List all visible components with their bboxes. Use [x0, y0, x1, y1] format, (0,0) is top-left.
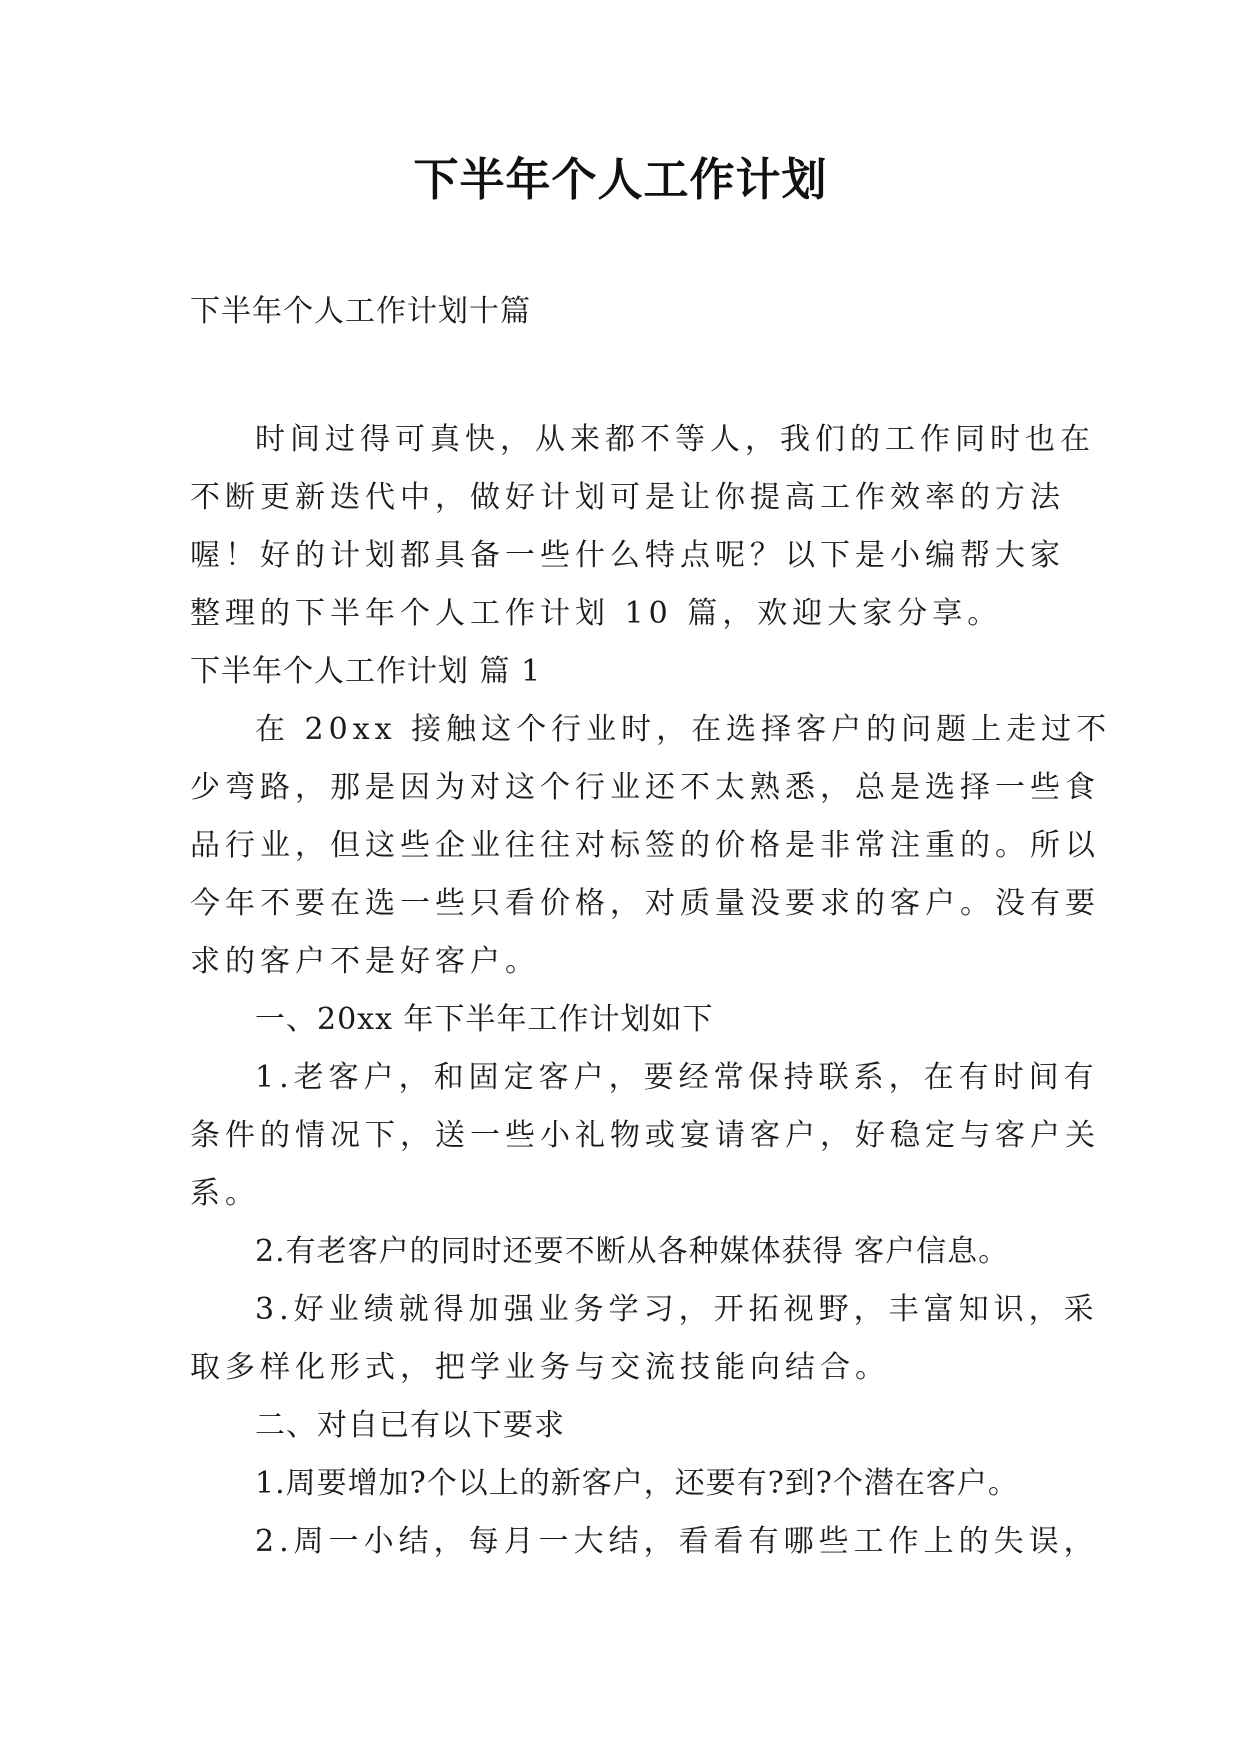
document-body: [190, 411, 1112, 1571]
document-subtitle: 下半年个人工作计划十篇: [190, 294, 531, 329]
paragraph-line: 条件的情况下，送一些小礼物或宴请客户，好稳定与客户关: [190, 1118, 1100, 1153]
paragraph-line: 二、对自已有以下要求: [255, 1408, 565, 1443]
paragraph-line: 不断更新迭代中，做好计划可是让你提高工作效率的方法: [190, 480, 1065, 515]
paragraph-line: 2.有老客户的同时还要不断从各种媒体获得 客户信息。: [255, 1234, 1010, 1269]
paragraph-line: 少弯路，那是因为对这个行业还不太熟悉，总是选择一些食: [190, 770, 1100, 805]
paragraph-line: 1.老客户，和固定客户，要经常保持联系，在有时间有: [255, 1060, 1099, 1095]
paragraph-line: 喔！好的计划都具备一些什么特点呢？以下是小编帮大家: [190, 538, 1065, 573]
paragraph-line: 一、20xx 年下半年工作计划如下: [255, 1002, 714, 1037]
paragraph-line: 系。: [190, 1176, 260, 1211]
paragraph-line: 求的客户不是好客户。: [190, 944, 540, 979]
paragraph-line: 在 20xx 接触这个行业时，在选择客户的问题上走过不: [255, 712, 1112, 747]
paragraph-line: 品行业，但这些企业往往对标签的价格是非常注重的。所以: [190, 828, 1100, 863]
paragraph-line: 取多样化形式，把学业务与交流技能向结合。: [190, 1350, 890, 1385]
paragraph-line: 1.周要增加?个以上的新客户，还要有?到?个潜在客户。: [255, 1466, 1019, 1501]
paragraph-line: 3.好业绩就得加强业务学习，开拓视野，丰富知识，采: [255, 1292, 1099, 1327]
paragraph-line: 今年不要在选一些只看价格，对质量没要求的客户。没有要: [190, 886, 1100, 921]
paragraph-line: 2.周一小结，每月一大结，看看有哪些工作上的失误，: [255, 1524, 1099, 1559]
paragraph-line: 下半年个人工作计划 篇 1: [190, 654, 542, 689]
document-title: 下半年个人工作计划: [413, 153, 828, 206]
paragraph-line: 时间过得可真快，从来都不等人，我们的工作同时也在: [255, 422, 1095, 457]
paragraph-line: 整理的下半年个人工作计划 10 篇，欢迎大家分享。: [190, 596, 1003, 631]
